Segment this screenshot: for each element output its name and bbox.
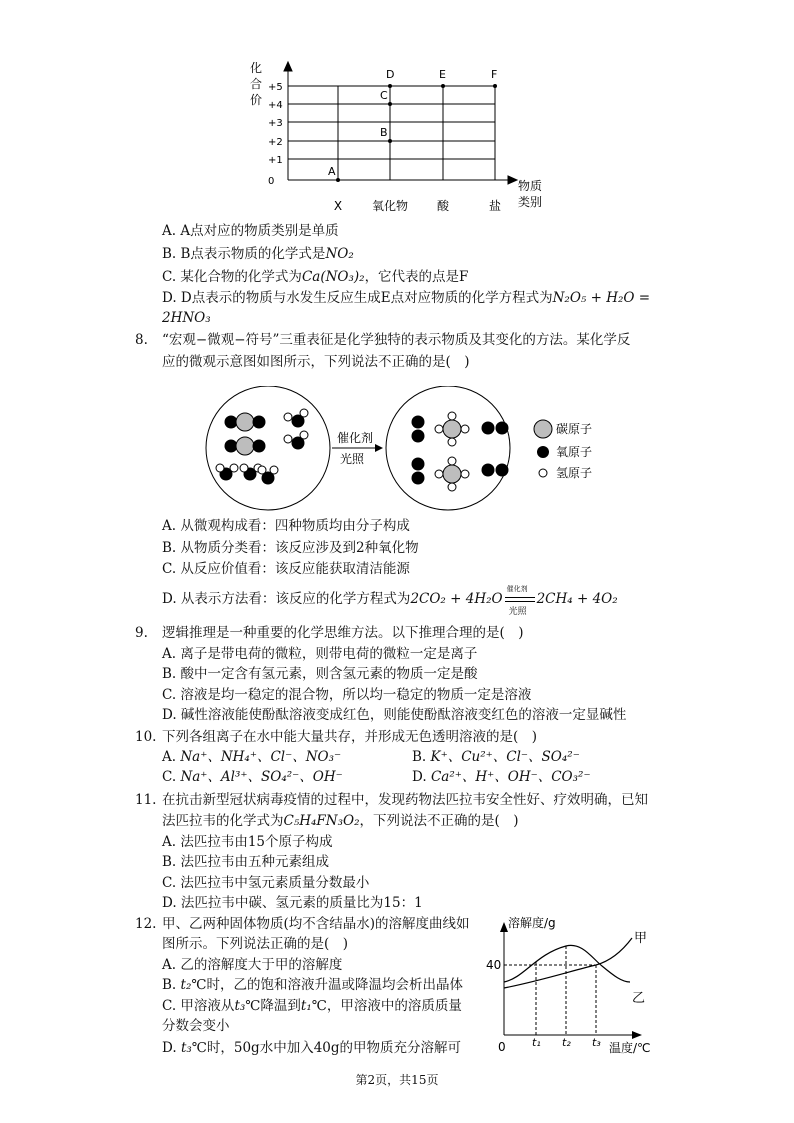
q12-stem-1: 甲、乙两种固体物质(均不含结晶水)的溶解度曲线如 bbox=[162, 916, 470, 932]
q9-stem: 逻辑推理是一种重要的化学思维方法。以下推理合理的是( ) bbox=[162, 625, 524, 641]
hydrogen-atom bbox=[448, 412, 456, 420]
valence-point-E bbox=[441, 84, 445, 88]
q12-option-b: B. t₂℃时，乙的饱和溶液升温或降温均会析出晶体 bbox=[162, 977, 463, 993]
q11-stem-2: 法匹拉韦的化学式为C₅H₄FN₃O₂，下列说法不正确的是( ) bbox=[162, 813, 519, 829]
q12-stem-2: 图所示。下列说法正确的是( ) bbox=[162, 936, 349, 952]
carbon-atom bbox=[443, 420, 461, 438]
x-axis-label: 温度/℃ bbox=[609, 1041, 651, 1055]
q10-option-c: C. Na⁺、Al³⁺、SO₄²⁻、OH⁻ bbox=[162, 769, 343, 785]
solubility-chart bbox=[484, 910, 664, 1060]
arrow-bottom-label: 光照 bbox=[340, 452, 365, 466]
hydrogen-atom bbox=[300, 431, 308, 439]
valence-x-tick: 酸 bbox=[436, 199, 450, 213]
valence-x-tick: 氧化物 bbox=[371, 199, 409, 213]
valence-point-label: A bbox=[328, 165, 336, 178]
hydrogen-atom bbox=[435, 470, 443, 478]
hydrogen-atom bbox=[284, 435, 292, 443]
q8-number: 8. bbox=[135, 332, 148, 348]
q7-option-b: B. B点表示物质的化学式是NO₂ bbox=[162, 246, 354, 262]
q10-option-a: A. Na⁺、NH₄⁺、Cl⁻、NO₃⁻ bbox=[162, 749, 342, 765]
q10-option-d: D. Ca²⁺、H⁺、OH⁻、CO₃²⁻ bbox=[412, 769, 591, 785]
valence-point-label: D bbox=[386, 68, 395, 81]
oxygen-atom bbox=[412, 458, 425, 471]
q12-option-d: D. t₃℃时，50g水中加入40g的甲物质充分溶解可 bbox=[162, 1040, 462, 1056]
hydrogen-atom bbox=[284, 413, 292, 421]
hydrogen-atom bbox=[300, 409, 308, 417]
hydrogen-atom-icon bbox=[539, 469, 547, 477]
valence-point-label: C bbox=[380, 89, 388, 102]
q12-number: 12. bbox=[135, 916, 157, 932]
valence-point-label: E bbox=[439, 68, 446, 81]
q11-option-d: D. 法匹拉韦中碳、氢元素的质量比为15：1 bbox=[162, 895, 423, 911]
q11-number: 11. bbox=[135, 792, 157, 808]
q9-option-c: C. 溶液是均一稳定的混合物，所以均一稳定的物质一定是溶液 bbox=[162, 687, 532, 703]
hydrogen-atom bbox=[448, 457, 456, 465]
hydrogen-atom bbox=[258, 466, 266, 474]
valence-point-A bbox=[336, 178, 340, 182]
valence-y-label-char: 化 bbox=[250, 61, 263, 75]
reaction-diagram bbox=[200, 386, 610, 516]
hydrogen-atom bbox=[435, 425, 443, 433]
x-tick-t3: t₃ bbox=[592, 1036, 601, 1049]
valence-y-label-char: 合 bbox=[250, 77, 263, 91]
valence-x-arrow bbox=[508, 176, 517, 184]
valence-point-label: F bbox=[491, 68, 498, 81]
valence-y-tick: +1 bbox=[268, 155, 283, 166]
arrow-top-label: 催化剂 bbox=[337, 431, 374, 445]
hydrogen-atom bbox=[448, 483, 456, 491]
valence-y-tick: 0 bbox=[268, 176, 275, 187]
valence-point-F bbox=[493, 84, 497, 88]
oxygen-atom bbox=[412, 416, 425, 429]
hydrogen-atom bbox=[230, 464, 238, 472]
x-tick-t2: t₂ bbox=[562, 1036, 571, 1049]
oxygen-atom-icon bbox=[537, 446, 549, 458]
x-tick-t1: t₁ bbox=[532, 1036, 541, 1049]
valence-point-D bbox=[388, 84, 392, 88]
origin-label: 0 bbox=[498, 1040, 506, 1054]
valence-point-label: B bbox=[380, 126, 388, 139]
valence-y-tick: +4 bbox=[268, 100, 283, 111]
page-footer: 第2页，共15页 bbox=[355, 1073, 439, 1087]
oxygen-atom bbox=[412, 430, 425, 443]
q7-option-c: C. 某化合物的化学式为Ca(NO₃)₂，它代表的点是F bbox=[162, 269, 469, 285]
valence-y-arrow bbox=[284, 62, 292, 71]
y-tick-40: 40 bbox=[486, 958, 502, 972]
q9-option-a: A. 离子是带电荷的微粒，则带电荷的微粒一定是离子 bbox=[162, 646, 478, 662]
hydrogen-atom bbox=[461, 425, 469, 433]
valence-y-label-char: 价 bbox=[250, 93, 263, 107]
q9-option-d: D. 碱性溶液能使酚酞溶液变成红色，则能使酚酞溶液变红色的溶液一定显碱性 bbox=[162, 707, 627, 723]
valence-y-tick: +5 bbox=[268, 82, 283, 93]
x-axis-label-1: 物质 bbox=[518, 179, 543, 193]
series-jia-label: 甲 bbox=[634, 931, 648, 946]
oxygen-atom bbox=[496, 464, 509, 477]
legend-oxygen: 氧原子 bbox=[556, 445, 593, 459]
carbon-atom bbox=[443, 465, 461, 483]
y-axis-label: 溶解度/g bbox=[508, 916, 556, 930]
hydrogen-atom bbox=[461, 470, 469, 478]
hydrogen-atom bbox=[448, 438, 456, 446]
q12-option-a: A. 乙的溶解度大于甲的溶解度 bbox=[162, 957, 343, 973]
q12-option-c-cont: 分数会变小 bbox=[162, 1018, 230, 1034]
q10-stem: 下列各组离子在水中能大量共存，并形成无色透明溶液的是( ) bbox=[162, 729, 538, 745]
q9-option-b: B. 酸中一定含有氢元素，则含氢元素的物质一定是酸 bbox=[162, 666, 478, 682]
legend-carbon: 碳原子 bbox=[556, 422, 593, 436]
q11-option-a: A. 法匹拉韦由15个原子构成 bbox=[162, 834, 333, 850]
q9-number: 9. bbox=[135, 625, 148, 641]
carbon-atom-icon bbox=[534, 420, 552, 438]
q12-option-c: C. 甲溶液从t₃℃降温到t₁℃，甲溶液中的溶质质量 bbox=[162, 998, 462, 1014]
hydrogen-atom bbox=[270, 466, 278, 474]
q8-option-a: A. 从微观构成看：四种物质均由分子构成 bbox=[162, 518, 410, 534]
valence-x-tick: X bbox=[333, 199, 343, 213]
q8-option-d: D. 从表示方法看：该反应的化学方程式为2CO₂ + 4H₂O 催化剂 光照 2CH₄ + 4O₂ bbox=[162, 585, 618, 617]
valence-x-tick: 盐 bbox=[488, 199, 502, 213]
q10-option-b: B. K⁺、Cu²⁺、Cl⁻、SO₄²⁻ bbox=[412, 749, 580, 765]
q10-number: 10. bbox=[135, 729, 157, 745]
hydrogen-atom bbox=[216, 464, 224, 472]
valence-y-tick: +2 bbox=[268, 137, 283, 148]
hydrogen-atom bbox=[240, 464, 248, 472]
series-jia-curve bbox=[504, 945, 630, 982]
valence-chart bbox=[240, 58, 550, 218]
q8-stem-2: 应的微观示意图如图所示，下列说法不正确的是( ) bbox=[162, 354, 470, 370]
q8-option-c: C. 从反应价值看：该反应能获取清洁能源 bbox=[162, 561, 410, 577]
oxygen-atom bbox=[253, 416, 266, 429]
carbon-atom bbox=[236, 413, 254, 431]
carbon-atom bbox=[236, 437, 254, 455]
q8-stem-1: “宏观−微观−符号”三重表征是化学独特的表示物质及其变化的方法。某化学反 bbox=[162, 332, 631, 348]
valence-point-B bbox=[388, 139, 392, 143]
y-axis-arrow bbox=[500, 922, 508, 932]
q7-option-a: A. A点对应的物质类别是单质 bbox=[162, 223, 339, 239]
q11-option-c: C. 法匹拉韦中氢元素质量分数最小 bbox=[162, 875, 370, 891]
q11-option-b: B. 法匹拉韦由五种元素组成 bbox=[162, 854, 330, 870]
series-yi-label: 乙 bbox=[632, 991, 646, 1006]
q7-option-d-cont: 2HNO₃ bbox=[162, 310, 211, 326]
valence-point-C bbox=[388, 102, 392, 106]
oxygen-atom bbox=[482, 422, 495, 435]
q8-option-b: B. 从物质分类看：该反应涉及到2种氧化物 bbox=[162, 540, 419, 556]
x-axis-arrow bbox=[632, 1031, 642, 1039]
x-axis-label-2: 类别 bbox=[518, 195, 543, 209]
oxygen-atom bbox=[482, 464, 495, 477]
q11-stem-1: 在抗击新型冠状病毒疫情的过程中，发现药物法匹拉韦安全性好、疗效明确，已知 bbox=[162, 792, 648, 808]
oxygen-atom bbox=[412, 472, 425, 485]
oxygen-atom bbox=[253, 440, 266, 453]
valence-y-tick: +3 bbox=[268, 118, 283, 129]
legend-hydrogen: 氢原子 bbox=[556, 466, 593, 480]
q7-option-d: D. D点表示的物质与水发生反应生成E点对应物质的化学方程式为N₂O₅ + H₂O = bbox=[162, 290, 651, 306]
oxygen-atom bbox=[496, 422, 509, 435]
